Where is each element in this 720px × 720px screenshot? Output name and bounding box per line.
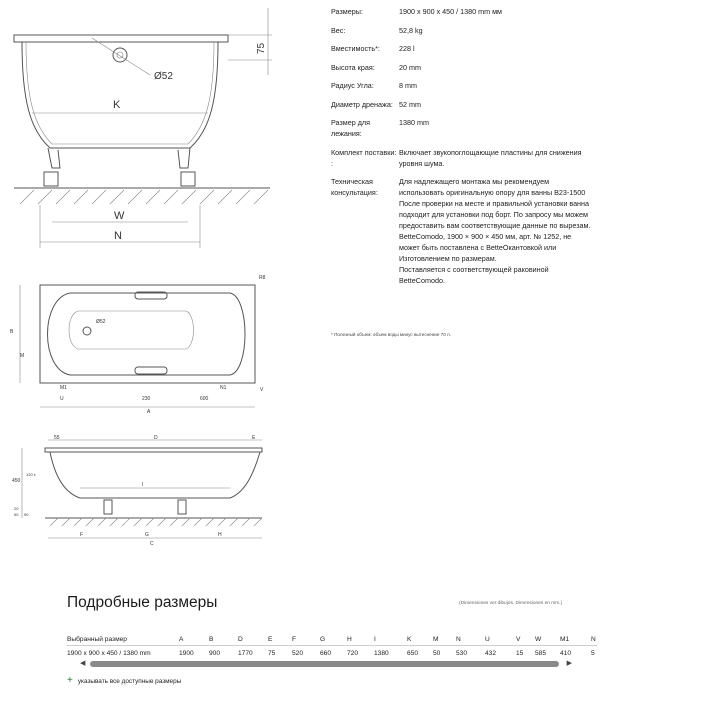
spec-label: Вес: [331,25,346,35]
plan-600-label: 600 [200,396,209,402]
side-view-drawing [0,432,300,547]
dims-col-value: 650 [407,650,419,657]
plan-m1-label: M1 [60,385,67,391]
dims-col-header: V [516,636,521,643]
rim-outline [14,35,228,42]
plan-outline [40,285,255,383]
dims-col-header: F [292,636,297,643]
plan-view-drawing [0,265,300,420]
dims-col-header: M1 [560,636,570,643]
dims-col-header: W [535,636,542,643]
dims-col-value: 900 [209,650,221,657]
dim-n-label: N [114,230,122,242]
spec-label: Размер для лежания: [331,118,370,138]
spec-value: 228 l [399,44,415,53]
scroll-left-icon[interactable]: ◀ [80,660,86,667]
dim-w-label: W [114,210,125,222]
plan-drain-label: Ø52 [96,319,106,325]
show-all-label: указывать все доступные размеры [77,677,182,685]
spec-label: Техническая консультация: [331,177,378,197]
details-title: Подробные размеры [67,594,218,611]
spec-value: Для надлежащего монтажа мы рекомендуем использовать оригинальную опору для ванны B23-1500 После проверки на месте и правильной установки ванна подходит для установки под борт. По запросу мы можем предоставить вам соответствующие данные по вырезам. BetteComodo, 1900 × 900 × 450 мм, арт. № 1252, не может быть поставлена с BetteОкантовкой или Изготовлением по размерам. Поставляется с соответствующей раковиной BetteComodo. [399,177,591,285]
plan-radius-label: R8 [259,275,266,281]
capacity-footnote: * Полезный объем: объем воды минус вытеснение 70 л. [331,332,451,337]
dims-col-header: D [238,636,243,643]
plan-n1-label: N1 [220,385,227,391]
dims-col-value: 660 [320,650,332,657]
units-note: (Dimensiones ver dibujos. Dimensiones en mm.) [459,601,563,606]
side-g-label: G [145,532,149,538]
dims-col-value: 1900 x 900 x 450 / 1380 mm [67,650,151,657]
dims-col-value: 432 [485,650,497,657]
side-120-label: 120 ± [26,472,36,477]
plan-b-label: B [10,329,14,335]
plan-230-label: 230 [142,396,151,402]
dims-col-header: N [456,636,461,643]
spec-label: Комплект поставки: : [331,147,397,168]
dims-col-header: B [209,636,214,643]
dims-col-header: H [347,636,352,643]
spec-row [331,176,591,286]
side-50-label: 50 [14,512,19,517]
side-profile [50,452,260,498]
dims-col-value: 1380 [374,650,389,657]
spec-row [331,80,591,91]
drain-circle [113,48,127,62]
dims-col-header: K [407,636,412,643]
dims-col-header: G [320,636,326,643]
drain-dim-label: Ø52 [154,71,173,82]
spec-row [331,147,591,169]
spec-row [331,6,591,17]
plan-m-label: M [20,353,25,359]
spec-row [331,99,591,110]
spec-value: 52,8 kg [399,25,423,35]
side-20-label: 20 [14,506,19,511]
dims-col-header: I [374,636,376,643]
spec-row [331,117,591,139]
spec-value: Включает звукопоглощающие пластины для снижения уровня шума. [399,147,582,168]
spec-label: Радиус Угла: [331,81,374,90]
side-55-label: 55 [54,435,60,441]
side-90-label: 90 [24,512,29,517]
side-h-label: H [218,532,222,538]
dims-col-value: 50 [433,650,441,657]
side-i-label: I [142,482,144,488]
plan-a-label: A [147,409,151,415]
dim-75-label: 75 [256,42,267,54]
leg-right [178,148,190,168]
scroll-right-icon[interactable]: ▶ [566,660,572,667]
dims-col-header: Выбранный размер [67,636,127,643]
dims-col-value: 75 [268,650,276,657]
side-f-label: F [80,532,84,538]
spec-row [331,25,591,36]
side-450-label: 450 [12,478,21,484]
dims-col-header: M [433,636,439,643]
dims-col-value: 520 [292,650,304,657]
spec-label: Вместимость*: [331,44,380,53]
spec-row [331,43,591,54]
spec-value: 52 mm [399,99,421,109]
spec-value: 8 mm [399,81,417,90]
dim-k-label: K [113,99,121,111]
show-all-sizes-link[interactable] [67,677,181,685]
dims-col-header: A [179,636,184,643]
plan-u-label: U [60,396,64,402]
leg-left [48,148,60,168]
dims-col-value: 585 [535,650,547,657]
side-d-label: D [154,435,158,441]
plus-icon: + [67,675,73,686]
specs-list [331,6,591,294]
spec-value: 1380 mm [399,118,429,127]
dims-col-header: U [485,636,490,643]
cross-section-drawing [0,0,300,260]
spec-label: Диаметр дренажа: [331,99,393,109]
dims-col-value: 1900 [179,650,194,657]
dims-col-value: 1770 [238,650,253,657]
plan-inner [48,293,246,375]
spec-row [331,62,591,73]
header-divider [67,645,597,646]
plan-v-label: V [260,387,264,393]
horizontal-scrollbar[interactable] [80,660,572,668]
dims-col-header: E [268,636,273,643]
dims-col-header: N [591,636,596,643]
dims-col-value: 720 [347,650,359,657]
spec-value: 1900 x 900 x 450 / 1380 mm мм [399,7,502,16]
side-e-label: E [252,435,256,441]
scroll-thumb[interactable] [90,661,559,667]
spec-value: 20 mm [399,62,421,72]
dims-col-value: 5 [591,650,595,657]
dims-col-value: 15 [516,650,524,657]
spec-label: Высота края: [331,62,375,72]
dims-col-value: 530 [456,650,468,657]
spec-label: Размеры: [331,7,363,16]
side-c-label: C [150,541,154,547]
dims-col-value: 410 [560,650,572,657]
